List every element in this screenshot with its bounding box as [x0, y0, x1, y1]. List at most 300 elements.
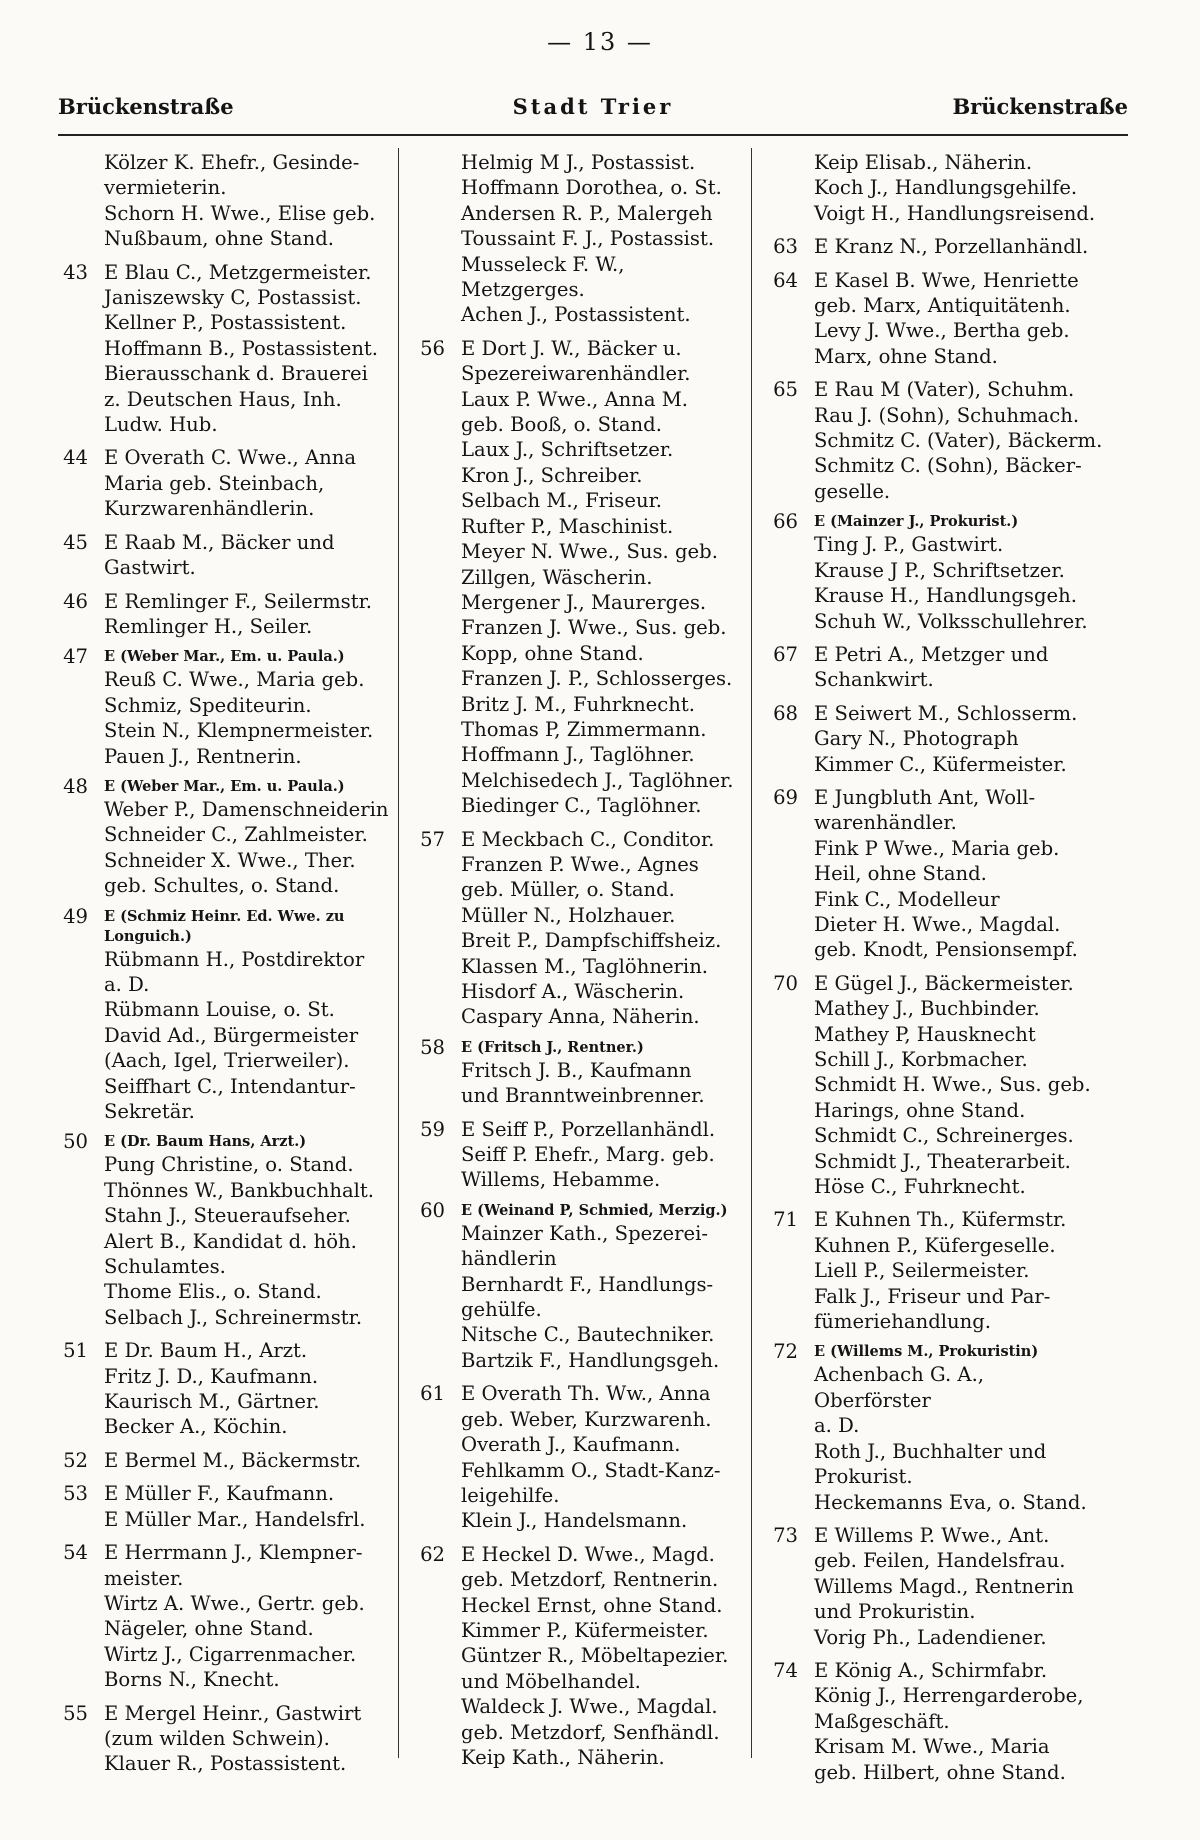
resident-line: E Overath C. Wwe., Anna — [104, 446, 357, 470]
resident-line: Heckemanns Eva, o. Stand. — [814, 1490, 1087, 1514]
house-number: 71 — [773, 1208, 798, 1232]
resident-line: Kimmer C., Küfermeister. — [814, 752, 1067, 776]
resident-line: E (Weinand P, Schmied, Merzig.) — [461, 1201, 728, 1219]
directory-entry — [58, 1540, 393, 1591]
directory-entry — [768, 1072, 1103, 1123]
resident-line: Schmidt H. Wwe., Sus. geb. — [814, 1073, 1091, 1097]
resident-line: Falk J., Friseur und Par- — [814, 1284, 1051, 1308]
directory-entry — [768, 377, 1103, 402]
resident-line: E Müller F., Kaufmann. — [104, 1482, 335, 1506]
directory-column-3 — [768, 150, 1103, 1785]
directory-entry — [768, 1123, 1103, 1148]
directory-entry — [768, 1490, 1103, 1515]
resident-line: Kuhnen P., Küfergeselle. — [814, 1233, 1056, 1257]
directory-entry — [415, 954, 750, 979]
resident-continuation-line: Gastwirt. — [104, 556, 196, 580]
resident-line: Nitsche C., Bautechniker. — [461, 1323, 715, 1347]
resident-line: Hoffmann Dorothea, o. St. — [461, 176, 722, 200]
directory-entry — [58, 445, 393, 521]
resident-continuation-line: geb. Feilen, Handelsfrau. — [814, 1549, 1066, 1573]
directory-entry — [768, 1174, 1103, 1199]
house-number: 72 — [773, 1340, 798, 1364]
resident-line: Krause J P., Schriftsetzer. — [814, 558, 1065, 582]
resident-line: Franzen P. Wwe., Agnes — [461, 852, 699, 876]
house-number: 48 — [63, 774, 88, 798]
house-number: 74 — [773, 1658, 798, 1682]
resident-line: Pung Christine, o. Stand. — [104, 1153, 354, 1177]
directory-entry — [768, 453, 1103, 504]
directory-entry — [768, 403, 1103, 428]
directory-entry — [768, 1258, 1103, 1283]
directory-entry — [768, 512, 1103, 532]
directory-entry — [415, 768, 750, 793]
house-number: 61 — [420, 1382, 445, 1406]
resident-line: Ting J. P., Gastwirt. — [814, 533, 1004, 557]
resident-line: Höse C., Fuhrknecht. — [814, 1175, 1026, 1199]
resident-line: Schorn H. Wwe., Elise geb. — [104, 201, 376, 225]
house-number: 45 — [63, 530, 88, 554]
resident-line: Bierausschank d. Brauerei — [104, 362, 368, 386]
house-number: 70 — [773, 971, 798, 995]
house-number: 52 — [63, 1448, 88, 1472]
resident-continuation-line: a. D. — [814, 1414, 860, 1438]
resident-line: Hoffmann B., Postassistent. — [104, 336, 379, 360]
resident-line: Britz J. M., Fuhrknecht. — [461, 692, 695, 716]
resident-continuation-line: Marx, ohne Stand. — [814, 344, 998, 368]
directory-entry — [768, 701, 1103, 726]
resident-line: Musseleck F. W., Metzgerges. — [461, 252, 625, 302]
directory-entry — [768, 1658, 1103, 1683]
header-rule — [58, 134, 1128, 136]
directory-entry — [768, 1574, 1103, 1625]
directory-entry — [415, 1694, 750, 1745]
directory-entry — [58, 614, 393, 639]
resident-continuation-line: meister. — [104, 1566, 184, 1590]
resident-line: E Overath Th. Ww., Anna — [461, 1382, 711, 1406]
resident-line: Fehlkamm O., Stadt-Kanz- — [461, 1458, 721, 1482]
resident-line: E Seiwert M., Schlosserm. — [814, 701, 1078, 725]
house-number: 69 — [773, 785, 798, 809]
column-divider — [751, 148, 752, 1758]
directory-entry — [415, 302, 750, 327]
directory-entry — [415, 590, 750, 615]
directory-entry — [58, 530, 393, 581]
resident-continuation-line: Willems, Hebamme. — [461, 1168, 661, 1192]
directory-entry — [58, 1507, 393, 1532]
resident-line: E König A., Schirmfabr. — [814, 1658, 1048, 1682]
directory-entry — [415, 1198, 750, 1222]
directory-entry — [768, 583, 1103, 608]
house-number: 59 — [420, 1117, 445, 1141]
directory-entry — [415, 1745, 750, 1770]
directory-entry — [768, 1233, 1103, 1258]
directory-entry — [58, 904, 393, 947]
directory-entry — [415, 252, 750, 303]
resident-line: Thönnes W., Bankbuchhalt. — [104, 1178, 374, 1202]
house-number: 68 — [773, 701, 798, 725]
house-number: 66 — [773, 510, 798, 534]
directory-entry — [768, 1734, 1103, 1785]
resident-continuation-line: (zum wilden Schwein). — [104, 1726, 330, 1750]
resident-continuation-line: (Aach, Igel, Trierweiler). — [104, 1049, 350, 1073]
directory-entry — [58, 797, 393, 822]
resident-continuation-line: geb. Booß, o. Stand. — [461, 413, 662, 437]
resident-line: E (Schmiz Heinr. Ed. Wwe. zu — [104, 907, 345, 925]
directory-entry — [415, 827, 750, 852]
house-number: 63 — [773, 235, 798, 259]
resident-line: Remlinger H., Seiler. — [104, 614, 313, 638]
resident-line: Wirtz A. Wwe., Gertr. geb. — [104, 1591, 365, 1615]
resident-line: Stein N., Klempnermeister. — [104, 719, 374, 743]
directory-entry — [58, 1152, 393, 1177]
resident-line: E Remlinger F., Seilermstr. — [104, 589, 373, 613]
directory-entry — [58, 848, 393, 899]
house-number: 64 — [773, 268, 798, 292]
resident-line: Heckel Ernst, ohne Stand. — [461, 1593, 723, 1617]
house-number: 57 — [420, 827, 445, 851]
house-number: 62 — [420, 1542, 445, 1566]
resident-line: Güntzer R., Möbeltapezier. — [461, 1644, 729, 1668]
resident-line: Mainzer Kath., Spezerei- — [461, 1221, 708, 1245]
resident-line: Fink C., Modelleur — [814, 887, 1000, 911]
directory-entry — [415, 437, 750, 462]
resident-line: Franzen J. Wwe., Sus. geb. — [461, 616, 727, 640]
resident-continuation-line: Kurzwarenhändlerin. — [104, 497, 315, 521]
directory-entry — [415, 514, 750, 539]
resident-line: E (Weber Mar., Em. u. Paula.) — [104, 648, 345, 666]
resident-line: Rübmann H., Postdirektor — [104, 947, 365, 971]
resident-line: E Raab M., Bäcker und — [104, 530, 335, 554]
directory-entry — [415, 226, 750, 251]
directory-column-2 — [415, 150, 750, 1770]
column-divider — [398, 148, 399, 1758]
resident-line: Fritsch J. B., Kaufmann — [461, 1058, 692, 1082]
directory-entry — [58, 1229, 393, 1280]
resident-line: Hoffmann J., Taglöhner. — [461, 743, 695, 767]
directory-entry — [415, 336, 750, 387]
resident-continuation-line: Ludw. Hub. — [104, 413, 218, 437]
directory-entry — [58, 667, 393, 718]
house-number: 65 — [773, 378, 798, 402]
directory-entry — [768, 1683, 1103, 1734]
resident-line: Meyer N. Wwe., Sus. geb. — [461, 540, 718, 564]
resident-line: Thome Elis., o. Stand. — [104, 1280, 322, 1304]
directory-entry — [415, 928, 750, 953]
directory-entry — [58, 744, 393, 769]
directory-entry — [768, 609, 1103, 634]
resident-continuation-line: leigehilfe. — [461, 1483, 560, 1507]
resident-line: E Petri A., Metzger und — [814, 642, 1049, 666]
directory-entry — [58, 1203, 393, 1228]
header-street-left: Brückenstraße — [58, 94, 234, 119]
page-number: — 13 — — [547, 28, 653, 56]
directory-entry — [415, 150, 750, 175]
house-number: 58 — [420, 1035, 445, 1059]
resident-continuation-line: geselle. — [814, 479, 891, 503]
directory-entry — [58, 1448, 393, 1473]
resident-line: Thomas P, Zimmermann. — [461, 717, 707, 741]
resident-line: Fink P Wwe., Maria geb. — [814, 836, 1060, 860]
directory-entry — [58, 1178, 393, 1203]
resident-continuation-line: vermieterin. — [104, 176, 227, 200]
resident-line: Franzen J. P., Schlosserges. — [461, 667, 733, 691]
directory-entry — [415, 1348, 750, 1373]
directory-entry — [768, 201, 1103, 226]
resident-line: Achenbach G. A., Oberförster — [814, 1363, 985, 1412]
directory-entry — [768, 752, 1103, 777]
resident-continuation-line: Harings, ohne Stand. — [814, 1098, 1026, 1122]
resident-continuation-line: und Branntweinbrenner. — [461, 1084, 705, 1108]
resident-continuation-line: fümeriehandlung. — [814, 1310, 992, 1334]
directory-entry — [415, 1142, 750, 1193]
directory-entry — [58, 260, 393, 285]
resident-continuation-line: geb. Weber, Kurzwarenh. — [461, 1407, 712, 1431]
directory-column-1 — [58, 150, 393, 1777]
resident-line: Overath J., Kaufmann. — [461, 1433, 681, 1457]
directory-entry — [415, 1058, 750, 1109]
resident-line: König J., Herrengarderobe, — [814, 1684, 1084, 1708]
resident-line: E Müller Mar., Handelsfrl. — [104, 1507, 366, 1531]
directory-entry — [58, 1364, 393, 1389]
resident-line: E Kranz N., Porzellanhändl. — [814, 235, 1089, 259]
resident-line: Waldeck J. Wwe., Magdal. — [461, 1695, 718, 1719]
resident-line: E Blau C., Metzgermeister. — [104, 260, 372, 284]
directory-entry — [768, 836, 1103, 887]
resident-line: E Gügel J., Bäckermeister. — [814, 971, 1074, 995]
directory-entry — [58, 1701, 393, 1752]
directory-entry — [415, 742, 750, 767]
resident-line: Keip Kath., Näherin. — [461, 1745, 665, 1769]
resident-line: Müller N., Holzhauer. — [461, 903, 676, 927]
resident-line: Gary N., Photograph — [814, 727, 1019, 751]
resident-line: Weber P., Damenschneiderin — [104, 797, 389, 821]
directory-entry — [768, 912, 1103, 963]
resident-continuation-line: und Möbelhandel. — [461, 1669, 641, 1693]
directory-entry — [58, 1389, 393, 1414]
header-city: Stadt Trier — [512, 94, 674, 119]
resident-line: Fritz J. D., Kaufmann. — [104, 1364, 319, 1388]
resident-line: Stahn J., Steueraufseher. — [104, 1204, 351, 1228]
directory-entry — [58, 1338, 393, 1363]
house-number: 44 — [63, 446, 88, 470]
resident-continuation-line: Maria geb. Steinbach, — [104, 471, 325, 495]
directory-entry — [768, 234, 1103, 259]
directory-entry — [415, 1618, 750, 1643]
directory-entry — [58, 1591, 393, 1642]
resident-line: E Willems P. Wwe., Ant. — [814, 1523, 1050, 1547]
resident-line: Rübmann Louise, o. St. — [104, 998, 335, 1022]
directory-entry — [768, 1625, 1103, 1650]
directory-entry — [58, 1279, 393, 1304]
resident-continuation-line: geb. Knodt, Pensionsempf. — [814, 938, 1078, 962]
resident-line: Breit P., Dampfschiffsheiz. — [461, 929, 722, 953]
directory-entry — [415, 1035, 750, 1059]
directory-entry — [768, 887, 1103, 912]
resident-line: Levy J. Wwe., Bertha geb. — [814, 319, 1070, 343]
resident-line: E Seiff P., Porzellanhändl. — [461, 1117, 716, 1141]
directory-entry — [58, 1751, 393, 1776]
resident-line: Krisam M. Wwe., Maria — [814, 1735, 1050, 1759]
directory-entry — [58, 361, 393, 437]
resident-line: E (Willems M., Prokuristin) — [814, 1343, 1039, 1361]
directory-entry — [768, 1523, 1103, 1574]
directory-entry — [58, 1667, 393, 1692]
resident-line: Voigt H., Handlungsreisend. — [814, 201, 1096, 225]
house-number: 67 — [773, 642, 798, 666]
resident-line: Schmidt J., Theaterarbeit. — [814, 1149, 1071, 1173]
directory-entry — [58, 1414, 393, 1439]
directory-entry — [415, 1322, 750, 1347]
directory-entry — [415, 793, 750, 818]
resident-continuation-line: Longuich.) — [104, 927, 192, 945]
house-number: 53 — [63, 1482, 88, 1506]
directory-entry — [58, 1132, 393, 1152]
resident-line: Klassen M., Taglöhnerin. — [461, 954, 709, 978]
directory-entry — [415, 1004, 750, 1029]
directory-entry — [415, 1272, 750, 1323]
resident-line: Selbach J., Schreinermstr. — [104, 1305, 363, 1329]
resident-line: Seiff P. Ehefr., Marg. geb. — [461, 1143, 715, 1167]
resident-continuation-line: Heil, ohne Stand. — [814, 862, 987, 886]
directory-entry — [768, 150, 1103, 175]
resident-continuation-line: Spezereiwarenhändler. — [461, 362, 691, 386]
resident-continuation-line: Sekretär. — [104, 1100, 195, 1123]
directory-entry — [768, 428, 1103, 453]
directory-entry — [58, 1481, 393, 1506]
directory-entry — [415, 615, 750, 666]
header-street-right: Brückenstraße — [952, 94, 1128, 119]
resident-line: E (Dr. Baum Hans, Arzt.) — [104, 1133, 307, 1151]
directory-entry — [415, 1458, 750, 1509]
resident-line: Laux J., Schriftsetzer. — [461, 438, 674, 462]
resident-continuation-line: Zillgen, Wäscherin. — [461, 565, 653, 589]
directory-entry — [58, 947, 393, 998]
directory-entry — [768, 1362, 1103, 1438]
directory-entry — [58, 589, 393, 614]
resident-line: Andersen R. P., Malergeh — [461, 201, 713, 225]
resident-continuation-line: Schulamtes. — [104, 1255, 226, 1279]
resident-line: Melchisedech J., Taglöhner. — [461, 768, 734, 792]
directory-entry — [58, 774, 393, 798]
resident-continuation-line: Schmiz, Spediteurin. — [104, 693, 312, 717]
resident-line: Bernhardt F., Handlungs- — [461, 1272, 714, 1296]
directory-entry — [768, 1022, 1103, 1047]
house-number: 51 — [63, 1339, 88, 1363]
resident-line: Kellner P., Postassistent. — [104, 311, 347, 335]
resident-line: Kölzer K. Ehefr., Gesinde- — [104, 151, 360, 174]
directory-entry — [415, 979, 750, 1004]
resident-line: E Mergel Heinr., Gastwirt — [104, 1701, 362, 1725]
resident-continuation-line: Kopp, ohne Stand. — [461, 641, 644, 665]
directory-entry — [768, 1439, 1103, 1490]
directory-entry — [768, 726, 1103, 751]
resident-line: Biedinger C., Taglöhner. — [461, 794, 702, 818]
directory-entry — [415, 201, 750, 226]
resident-line: Willems Magd., Rentnerin — [814, 1574, 1074, 1598]
resident-line: Laux P. Wwe., Anna M. — [461, 387, 689, 411]
directory-entry — [768, 1047, 1103, 1072]
resident-line: Klauer R., Postassistent. — [104, 1752, 347, 1776]
resident-line: Janiszewsky C, Postassist. — [104, 286, 362, 310]
resident-line: Schmitz C. (Sohn), Bäcker- — [814, 454, 1082, 478]
house-number: 46 — [63, 589, 88, 613]
directory-entry — [768, 996, 1103, 1021]
resident-continuation-line: gehülfe. — [461, 1298, 542, 1322]
directory-entry — [415, 1643, 750, 1694]
house-number: 54 — [63, 1541, 88, 1565]
directory-entry — [415, 1508, 750, 1533]
resident-line: Schmidt C., Schreinerges. — [814, 1124, 1074, 1148]
resident-line: Helmig M J., Postassist. — [461, 151, 696, 174]
resident-line: E Dr. Baum H., Arzt. — [104, 1339, 308, 1363]
directory-entry — [768, 175, 1103, 200]
resident-line: Roth J., Buchhalter und — [814, 1439, 1047, 1463]
directory-entry — [768, 642, 1103, 693]
directory-entry — [768, 1149, 1103, 1174]
resident-continuation-line: Schankwirt. — [814, 668, 934, 692]
directory-entry — [58, 1642, 393, 1667]
resident-line: Bartzik F., Handlungsgeh. — [461, 1348, 720, 1372]
directory-entry — [768, 532, 1103, 557]
house-number: 73 — [773, 1523, 798, 1547]
directory-entry — [768, 1284, 1103, 1335]
directory-entry — [768, 785, 1103, 836]
directory-entry — [58, 285, 393, 310]
resident-line: E (Weber Mar., Em. u. Paula.) — [104, 777, 345, 795]
resident-line: Schill J., Korbmacher. — [814, 1048, 1028, 1071]
house-number: 60 — [420, 1198, 445, 1222]
resident-continuation-line: händlerin — [461, 1247, 557, 1271]
resident-line: Achen J., Postassistent. — [461, 303, 691, 327]
house-number: 49 — [63, 904, 88, 928]
directory-entry — [58, 997, 393, 1022]
house-number: 47 — [63, 645, 88, 669]
resident-line: Pauen J., Rentnerin. — [104, 744, 302, 768]
directory-entry — [415, 1593, 750, 1618]
directory-entry — [58, 310, 393, 335]
resident-line: E Dort J. W., Bäcker u. — [461, 336, 682, 360]
resident-line: E (Mainzer J., Prokurist.) — [814, 513, 1019, 531]
directory-entry — [768, 268, 1103, 319]
house-number: 56 — [420, 336, 445, 360]
directory-entry — [58, 1305, 393, 1330]
resident-line: Borns N., Knecht. — [104, 1668, 280, 1692]
directory-entry — [415, 387, 750, 438]
directory-entry — [58, 150, 393, 201]
directory-entry — [415, 1542, 750, 1593]
house-number: 50 — [63, 1130, 88, 1154]
resident-line: David Ad., Bürgermeister — [104, 1023, 359, 1047]
directory-entry — [768, 1207, 1103, 1232]
resident-line: Alert B., Kandidat d. höh. — [104, 1229, 357, 1253]
resident-continuation-line: Prokurist. — [814, 1465, 913, 1489]
directory-entry — [768, 1342, 1103, 1362]
resident-line: Koch J., Handlungsgehilfe. — [814, 176, 1078, 200]
directory-entry — [415, 1381, 750, 1432]
directory-entry — [415, 903, 750, 928]
directory-entry — [58, 1023, 393, 1074]
resident-line: Kron J., Schreiber. — [461, 463, 643, 487]
directory-entry — [415, 463, 750, 488]
resident-line: Becker A., Köchin. — [104, 1415, 288, 1439]
resident-line: Schneider X. Wwe., Ther. — [104, 848, 356, 872]
directory-entry — [415, 852, 750, 903]
resident-line: Schmitz C. (Vater), Bäckerm. — [814, 429, 1103, 453]
resident-line: Schneider C., Zahlmeister. — [104, 823, 368, 847]
resident-continuation-line: z. Deutschen Haus, Inh. — [104, 387, 342, 411]
resident-line: Dieter H. Wwe., Magdal. — [814, 912, 1061, 936]
resident-continuation-line: Nußbaum, ohne Stand. — [104, 227, 334, 251]
